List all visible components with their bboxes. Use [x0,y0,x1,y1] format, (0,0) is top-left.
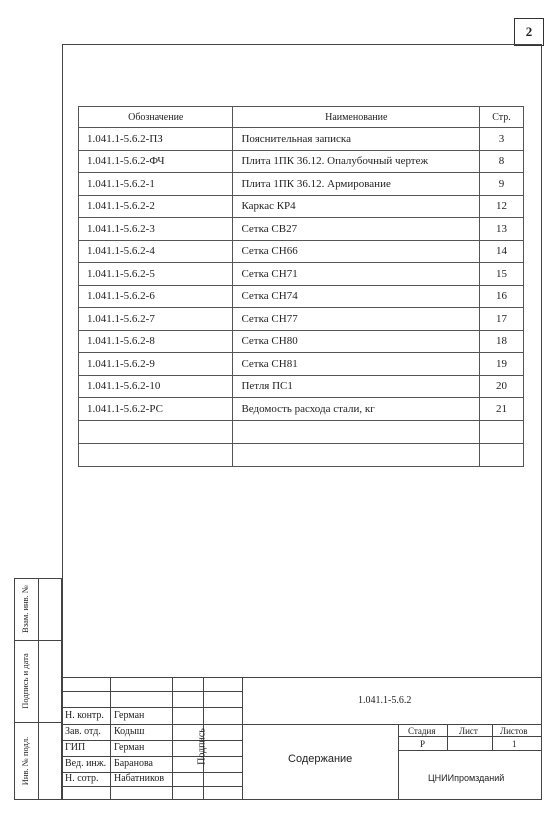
row-name: Сетка СН66 [233,240,480,263]
row-page: 20 [480,375,524,398]
signature-date-label: Подпись и дата [20,653,30,709]
row-page: 18 [480,330,524,353]
row-designation: 1.041.1-5.6.2-7 [79,308,233,331]
row-name: Плита 1ПК 36.12. Армирование [233,173,480,196]
staff-name: Герман [114,742,145,753]
row-page: 8 [480,150,524,173]
row-name: Сетка СН77 [233,308,480,331]
table-header-row [79,107,524,128]
row-page: 17 [480,308,524,331]
row-name: Пояснительная записка [233,128,480,151]
left-margin-column [38,578,62,800]
row-page: 16 [480,285,524,308]
staff-role: Вед. инж. [65,758,107,769]
row-designation: 1.041.1-5.6.2-5 [79,263,233,286]
staff-role: Зав. отд. [65,726,101,737]
staff-role: Н. контр. [65,710,104,721]
signature-column-header: Подпись [196,728,208,765]
row-page: 14 [480,240,524,263]
row-designation: 1.041.1-5.6.2-ПЗ [79,128,233,151]
table-row [79,128,524,151]
staff-name: Кодыш [114,726,145,737]
staff-role: Н. сотр. [65,773,99,784]
table-row [79,173,524,196]
stage-header: Стадия [408,726,436,736]
row-name: Сетка СН81 [233,353,480,376]
row-name: Сетка СН80 [233,330,480,353]
row-page: 9 [480,173,524,196]
row-page: 21 [480,398,524,421]
table-row [79,195,524,218]
header-page: Стр. [480,107,524,128]
sheet-number: 2 [514,18,544,46]
sheets-header: Листов [500,726,528,736]
row-designation: 1.041.1-5.6.2-8 [79,330,233,353]
sheet-title: Содержание [288,753,353,765]
organization-name: ЦНИИпромзданий [428,773,505,783]
table-row [79,285,524,308]
row-name: Ведомость расхода стали, кг [233,398,480,421]
row-page: 19 [480,353,524,376]
row-designation: 1.041.1-5.6.2-6 [79,285,233,308]
contents-table [78,106,524,467]
row-designation: 1.041.1-5.6.2-10 [79,375,233,398]
header-designation: Обозначение [79,107,233,128]
document-designation: 1.041.1-5.6.2 [358,695,412,706]
row-name: Сетка СН74 [233,285,480,308]
table-row [79,398,524,421]
table-row [79,240,524,263]
stage-value: Р [420,739,426,749]
staff-role: ГИП [65,742,86,753]
row-designation: 1.041.1-5.6.2-9 [79,353,233,376]
table-row [79,330,524,353]
row-designation: 1.041.1-5.6.2-3 [79,218,233,241]
row-name: Сетка СВ27 [233,218,480,241]
table-row [79,263,524,286]
row-page: 15 [480,263,524,286]
row-name: Плита 1ПК 36.12. Опалубочный чертеж [233,150,480,173]
empty-row [79,443,524,466]
staff-name: Герман [114,710,145,721]
replacement-inventory-label: Взам. инв. № [20,585,30,633]
table-row [79,375,524,398]
row-designation: 1.041.1-5.6.2-2 [79,195,233,218]
row-name: Сетка СН71 [233,263,480,286]
table-row [79,218,524,241]
staff-name: Набатников [114,773,165,784]
table-row [79,353,524,376]
title-block [62,677,542,800]
row-page: 12 [480,195,524,218]
staff-name: Баранова [114,758,153,769]
row-designation: 1.041.1-5.6.2-1 [79,173,233,196]
row-designation: 1.041.1-5.6.2-ФЧ [79,150,233,173]
table-row [79,150,524,173]
header-name: Наименование [233,107,480,128]
original-inventory-label: Инв. № подл. [20,736,30,786]
empty-row [79,420,524,443]
row-designation: 1.041.1-5.6.2-4 [79,240,233,263]
row-page: 13 [480,218,524,241]
row-name: Петля ПС1 [233,375,480,398]
row-page: 3 [480,128,524,151]
sheets-value: 1 [512,739,517,749]
sheet-header: Лист [459,726,478,736]
row-name: Каркас КР4 [233,195,480,218]
table-row [79,308,524,331]
row-designation: 1.041.1-5.6.2-РС [79,398,233,421]
